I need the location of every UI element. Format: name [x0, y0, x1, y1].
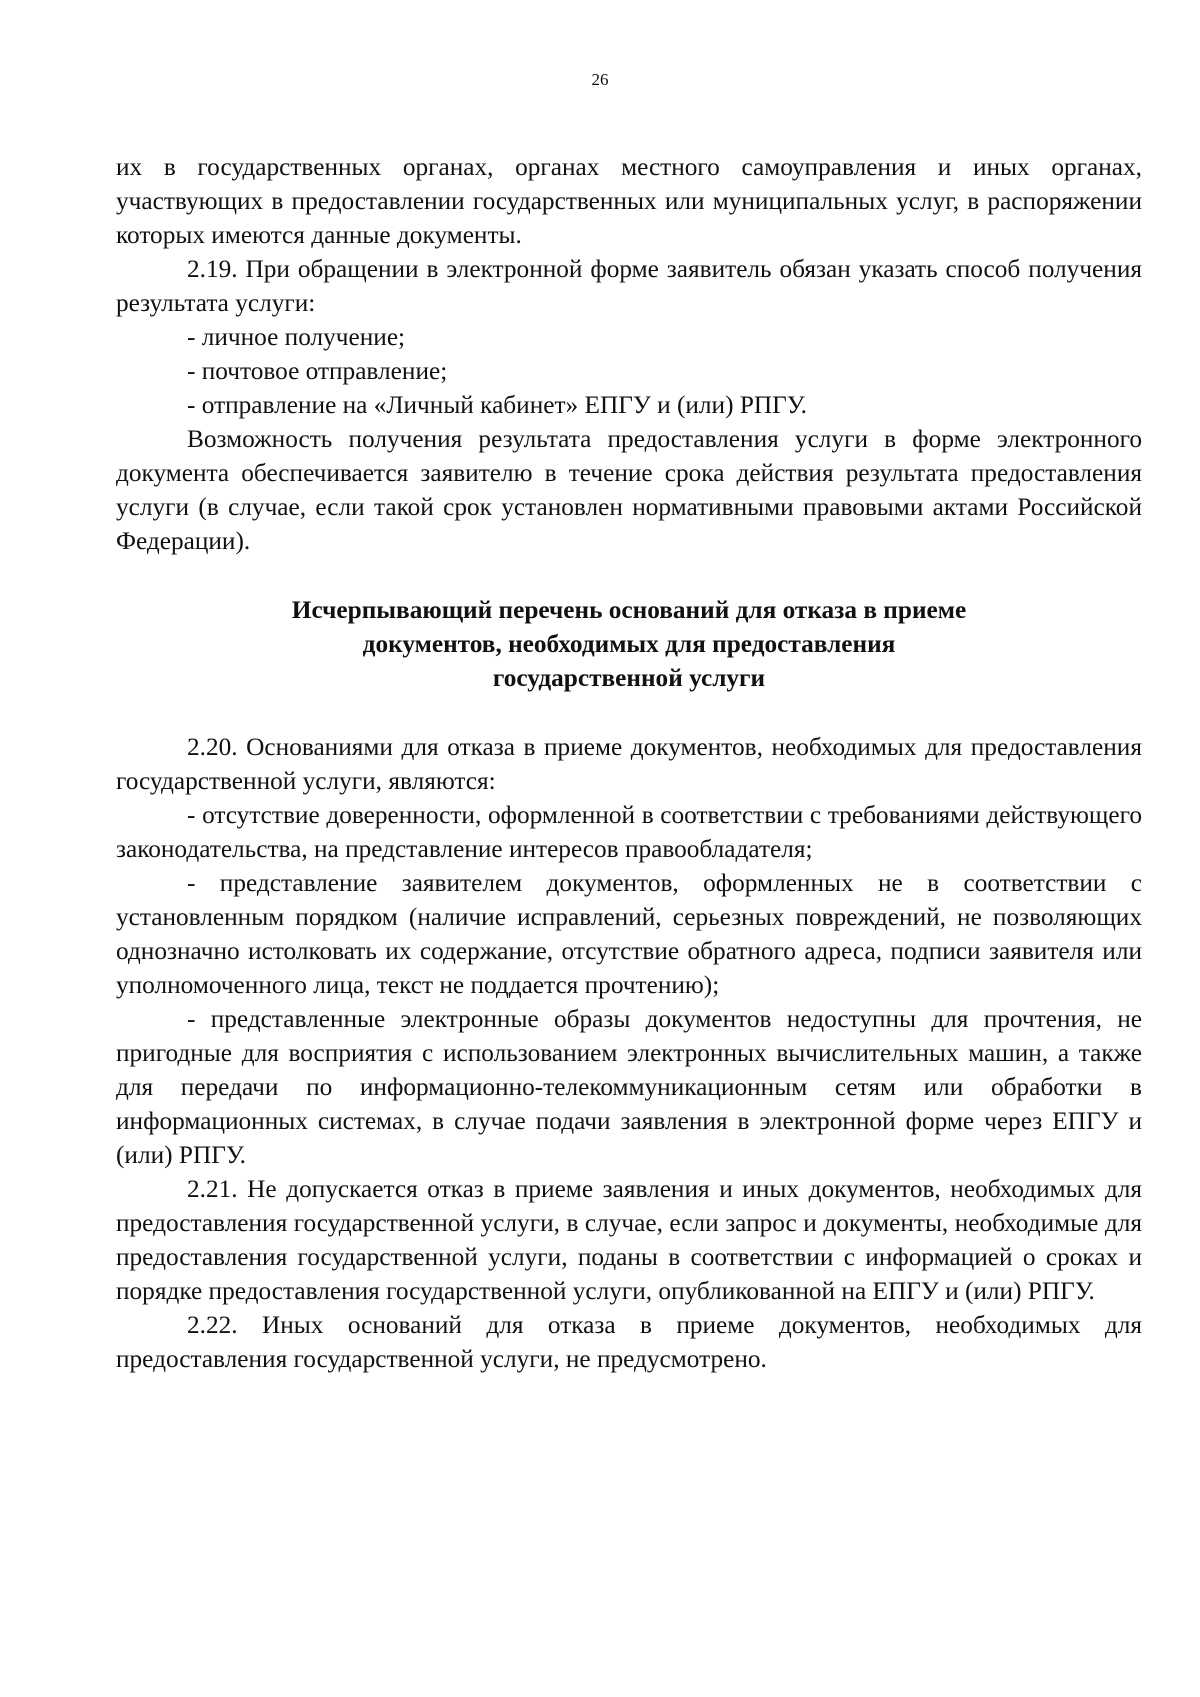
list-item-personal-cabinet: - отправление на «Личный кабинет» ЕПГУ и (или) РПГУ.: [187, 391, 807, 419]
paragraph-continuation: их в государственных органах, органах местного самоуправления и иных органах, участвующих в предоставлении государственных или муниципальных услуг, в распоряжении которых имеются данные документы.: [116, 153, 1142, 249]
paragraph-2-21: 2.21. Не допускается отказ в приеме заявления и иных документов, необходимых для предоставления государственной услуги, в случае, если запрос и документы, необходимые для предоставления государственной услуги, поданы в соответствии с информацией о сроках и порядке предоставления государственной услуги, опубликованной на ЕПГУ и (или) РПГУ.: [116, 1175, 1142, 1305]
page-number: 26: [591, 70, 609, 89]
list-item-no-power-of-attorney: - отсутствие доверенности, оформленной в соответствии с требованиями действующего законодательства, на представление интересов правообладателя;: [116, 801, 1142, 863]
paragraph-2-20: 2.20. Основаниями для отказа в приеме документов, необходимых для предоставления государственной услуги, являются:: [116, 733, 1142, 795]
list-item-unreadable-electronic-images: - представленные электронные образы документов недоступны для прочтения, не пригодные для восприятия с использованием электронных вычислительных машин, а также для передачи по информационно-телекоммуникационным сетям или обработки в информационных системах, в случае подачи заявления в электронной форме через ЕПГУ и (или) РПГУ.: [116, 1005, 1142, 1169]
list-item-improper-documents: - представление заявителем документов, оформленных не в соответствии с установленным порядком (наличие исправлений, серьезных повреждений, не позволяющих однозначно истолковать их содержание, отсутствие обратного адреса, подписи заявителя или уполномоченного лица, текст не поддается прочтению);: [116, 869, 1142, 999]
section-heading-line-1: Исчерпывающий перечень оснований для отказа в приеме: [291, 596, 967, 624]
paragraph-2-19: 2.19. При обращении в электронной форме заявитель обязан указать способ получения результата услуги:: [116, 255, 1142, 317]
paragraph-electronic-result: Возможность получения результата предоставления услуги в форме электронного документа обеспечивается заявителю в течение срока действия результата предоставления услуги (в случае, если такой срок установлен нормативными правовыми актами Российской Федерации).: [116, 425, 1142, 555]
section-heading-line-2: документов, необходимых для предоставления: [362, 630, 896, 658]
list-item-personal-receipt: - личное получение;: [187, 323, 406, 351]
document-body: [116, 150, 1142, 1376]
section-heading: [116, 593, 1142, 695]
section-heading-line-3: государственной услуги: [492, 664, 766, 692]
list-item-postal-delivery: - почтовое отправление;: [187, 357, 448, 385]
paragraph-2-22: 2.22. Иных оснований для отказа в приеме документов, необходимых для предоставления государственной услуги, не предусмотрено.: [116, 1311, 1142, 1373]
